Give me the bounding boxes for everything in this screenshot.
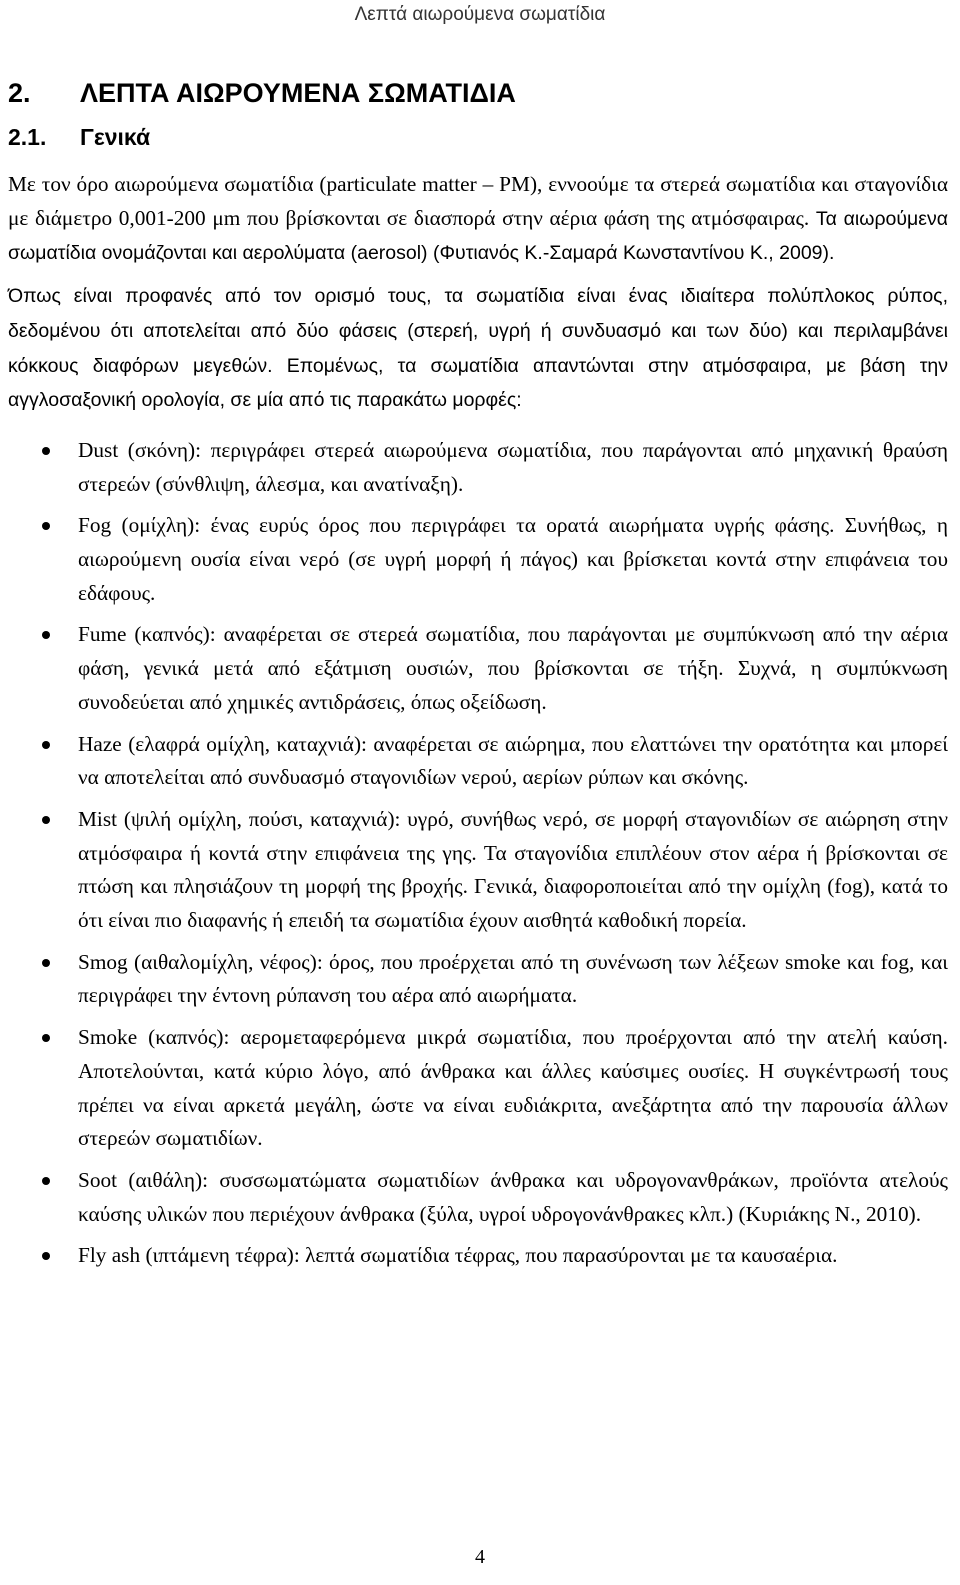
chapter-number: 2. (8, 78, 31, 108)
intro-paragraph-text: Με τον όρο αιωρούμενα σωματίδια (particulate matter – PM), εννοούμε τα στερεά σωματίδια και σταγονίδια με διάμετρο 0,001-200 μm που βρίσκονται σε διασπορά στην αέρια φάση της ατμόσφαιρας. (8, 172, 948, 230)
list-item: Fly ash (ιπτάμενη τέφρα): λεπτά σωματίδια τέφρας, που παρασύρονται με τα καυσαέρια. (8, 1239, 948, 1273)
section-heading (8, 116, 948, 158)
bullet-icon (42, 1252, 50, 1260)
bullet-icon (42, 1034, 50, 1042)
running-header: Λεπτά αιωρούμενα σωματίδια (354, 4, 606, 25)
list-item: Mist (ψιλή ομίχλη, πούσι, καταχνιά): υγρό, συνήθως νερό, σε μορφή σταγονιδίων σε αιώρηση στην ατμόσφαιρα ή κοντά στην επιφάνεια της γης. Τα σταγονίδια επιπλέουν στον αέρα ή βρίσκονται σε πτώση και πλησιάζουν τη μορφή της βροχής. Γενικά, διαφοροποιείται από την ομίχλη (fog), κατά το ότι είναι πιο διαφανής ή επειδή τα σωματίδια έχουν αισθητά καθοδική πορεία. (8, 803, 948, 938)
definition-paragraph (8, 279, 948, 418)
bullet-icon (42, 522, 50, 530)
list-item: Soot (αιθάλη): συσσωματώματα σωματιδίων άνθρακα και υδρογονανθράκων, προϊόντα ατελούς καύσης υλικών που περιέχουν άνθρακα (ξύλα, υγροί υδρογονάνθρακες κλπ.) (Κυριάκης Ν., 2010). (8, 1164, 948, 1231)
list-item: Smog (αιθαλομίχλη, νέφος): όρος, που προέρχεται από τη συνένωση των λέξεων smoke και fog, και περιγράφει την έντονη ρύπανση του αέρα από αιωρήματα. (8, 946, 948, 1013)
bullet-icon (42, 741, 50, 749)
particle-forms-list (8, 434, 948, 1273)
definition-paragraph-text: Όπως είναι προφανές από τον ορισμό τους, τα σωματίδια είναι ένας ιδιαίτερα πολύπλοκος ρύπος, δεδομένου ότι αποτελείται από δύο φάσεις (στερεή, υγρή ή συνδυασμό και των δύο) και περιλαμβάνει κόκκους διαφόρων μεγεθών. (8, 285, 948, 377)
list-item: Fume (καπνός): αναφέρεται σε στερεά σωματίδια, που παράγονται με συμπύκνωση από την αέρια φάση, γενικά μετά από εξάτμιση ουσιών, που βρίσκονται σε τήξη. Συχνά, η συμπύκνωση συνοδεύεται από χημικές αντιδράσεις, όπως οξείδωση. (8, 618, 948, 719)
page-content (8, 70, 948, 1281)
intro-paragraph (8, 168, 948, 271)
page-number: 4 (475, 1546, 485, 1568)
bullet-icon (42, 1177, 50, 1185)
list-item: Dust (σκόνη): περιγράφει στερεά αιωρούμενα σωματίδια, που παράγονται από μηχανική θραύση στερεών (σύνθλιψη, άλεσμα, και ανατίναξη). (8, 434, 948, 501)
bullet-icon (42, 447, 50, 455)
list-item: Fog (ομίχλη): ένας ευρύς όρος που περιγράφει τα ορατά αιωρήματα υγρής φάσης. Συνήθως, η αιωρούμενη ουσία είναι νερό (σε υγρή μορφή ή πάγος) και βρίσκεται κοντά στην επιφάνεια του εδάφους. (8, 509, 948, 610)
section-number: 2.1. (8, 124, 47, 150)
bullet-icon (42, 816, 50, 824)
section-title: Γενικά (80, 124, 151, 150)
bullet-icon (42, 959, 50, 967)
chapter-title: ΛΕΠΤΑ ΑΙΩΡΟΥΜΕΝΑ ΣΩΜΑΤΙΔΙΑ (80, 78, 516, 108)
definition-paragraph-text-2: Επομένως, τα σωματίδια απαντώνται στην ατμόσφαιρα, με βάση την αγγλοσαξονική ορολογία, σε μία από τις παρακάτω μορφές: (8, 354, 948, 412)
bullet-icon (42, 631, 50, 639)
list-item: Haze (ελαφρά ομίχλη, καταχνιά): αναφέρεται σε αιώρημα, που ελαττώνει την ορατότητα και μπορεί να αποτελείται από συνδυασμό σταγονιδίων νερού, αερίων ρύπων και σκόνης. (8, 728, 948, 795)
intro-paragraph-text-2: Τα αιωρούμενα σωματίδια ονομάζονται και αερολύματα (aerosol) (Φυτιανός Κ.-Σαμαρά Κωνσταντίνου Κ., 2009). (8, 207, 948, 265)
list-item: Smoke (καπνός): αερομεταφερόμενα μικρά σωματίδια, που προέρχονται από την ατελή καύση. Αποτελούνται, κατά κύριο λόγο, από άνθρακα και άλλες καύσιμες ουσίες. Η συγκέντρωσή τους πρέπει να είναι αρκετά μεγάλη, ώστε να είναι ευδιάκριτα, ανεξάρτητα από την παρουσία άλλων στερεών σωματιδίων. (8, 1021, 948, 1156)
chapter-heading (8, 70, 948, 116)
